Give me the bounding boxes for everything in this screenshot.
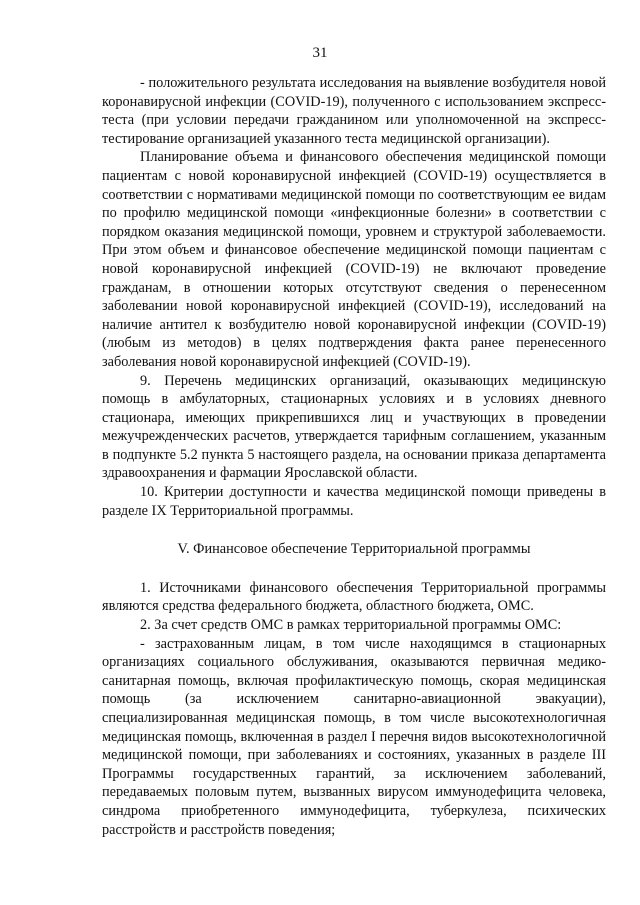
section-heading: V. Финансовое обеспечение Территориальной программы — [177, 541, 531, 558]
spacer — [102, 559, 606, 579]
paragraph-planning: Планирование объема и финансового обеспечения медицинской помощи пациентам с новой коронавирусной инфекцией (COVID-19) осуществляется в соответствии с нормативами медицинской помощи по соответствующим ее видам по профилю медицинской помощи «инфекционные болезни» в соответствии с порядком оказания медицинской помощи, уровнем и структурой заболеваемости. При этом объем и финансовое обеспечение медицинской помощи пациентам с новой коронавирусной инфекцией (COVID-19) не включают проведение гражданам, в отношении которых отсутствуют сведения о перенесенном заболевании новой коронавирусной инфекцией (COVID-19), исследований на наличие антител к возбудителю новой коронавирусной инфекции (COVID-19) (любым из методов) в целях подтверждения факта ранее перенесенного заболевания новой коронавирусной инфекцией (COVID-19). — [102, 149, 606, 370]
document-body — [102, 74, 606, 839]
spacer — [102, 520, 606, 540]
paragraph-insured-persons: - застрахованным лицам, в том числе находящимся в стационарных организациях социального обслуживания, оказываются первичная медико-санитарная помощь, включая профилактическую помощь, скорая медицинская помощь (за исключением санитарно-авиационной эвакуации), специализированная медицинская помощь, в том числе высокотехнологичная медицинская помощь, включенная в раздел I перечня видов высокотехнологичной медицинской помощи, при заболеваниях и состояниях, указанных в разделе III Программы государственных гарантий, за исключением заболеваний, передаваемых половым путем, вызванных вирусом иммунодефицита человека, синдрома приобретенного иммунодефицита, туберкулеза, психических расстройств и расстройств поведения; — [102, 635, 606, 838]
paragraph-funding-sources: 1. Источниками финансового обеспечения Территориальной программы являются средства федерального бюджета, областного бюджета, ОМС. — [102, 579, 606, 615]
paragraph-oms-intro: 2. За счет средств ОМС в рамках территориальной программы ОМС: — [140, 617, 562, 634]
paragraph-express-test: - положительного результата исследования на выявление возбудителя новой коронавирусной инфекции (COVID-19), полученного с использованием экспресс-теста (при условии передачи гражданином или уполномоченной на экспресс-тестирование организацией указанного теста медицинской организации). — [102, 75, 606, 147]
page-number: 31 — [312, 45, 328, 61]
paragraph-item-9: 9. Перечень медицинских организаций, оказывающих медицинскую помощь в амбулаторных, стационарных условиях и в условиях дневного стационара, имеющих прикрепившихся лиц и участвующих в проведении межучрежденческих расчетов, утверждается тарифным соглашением, указанным в подпункте 5.2 пункта 5 настоящего раздела, на основании приказа департамента здравоохранения и фармации Ярославской области. — [102, 372, 606, 482]
paragraph-item-10: 10. Критерии доступности и качества медицинской помощи приведены в разделе IX Территориальной программы. — [102, 484, 606, 519]
